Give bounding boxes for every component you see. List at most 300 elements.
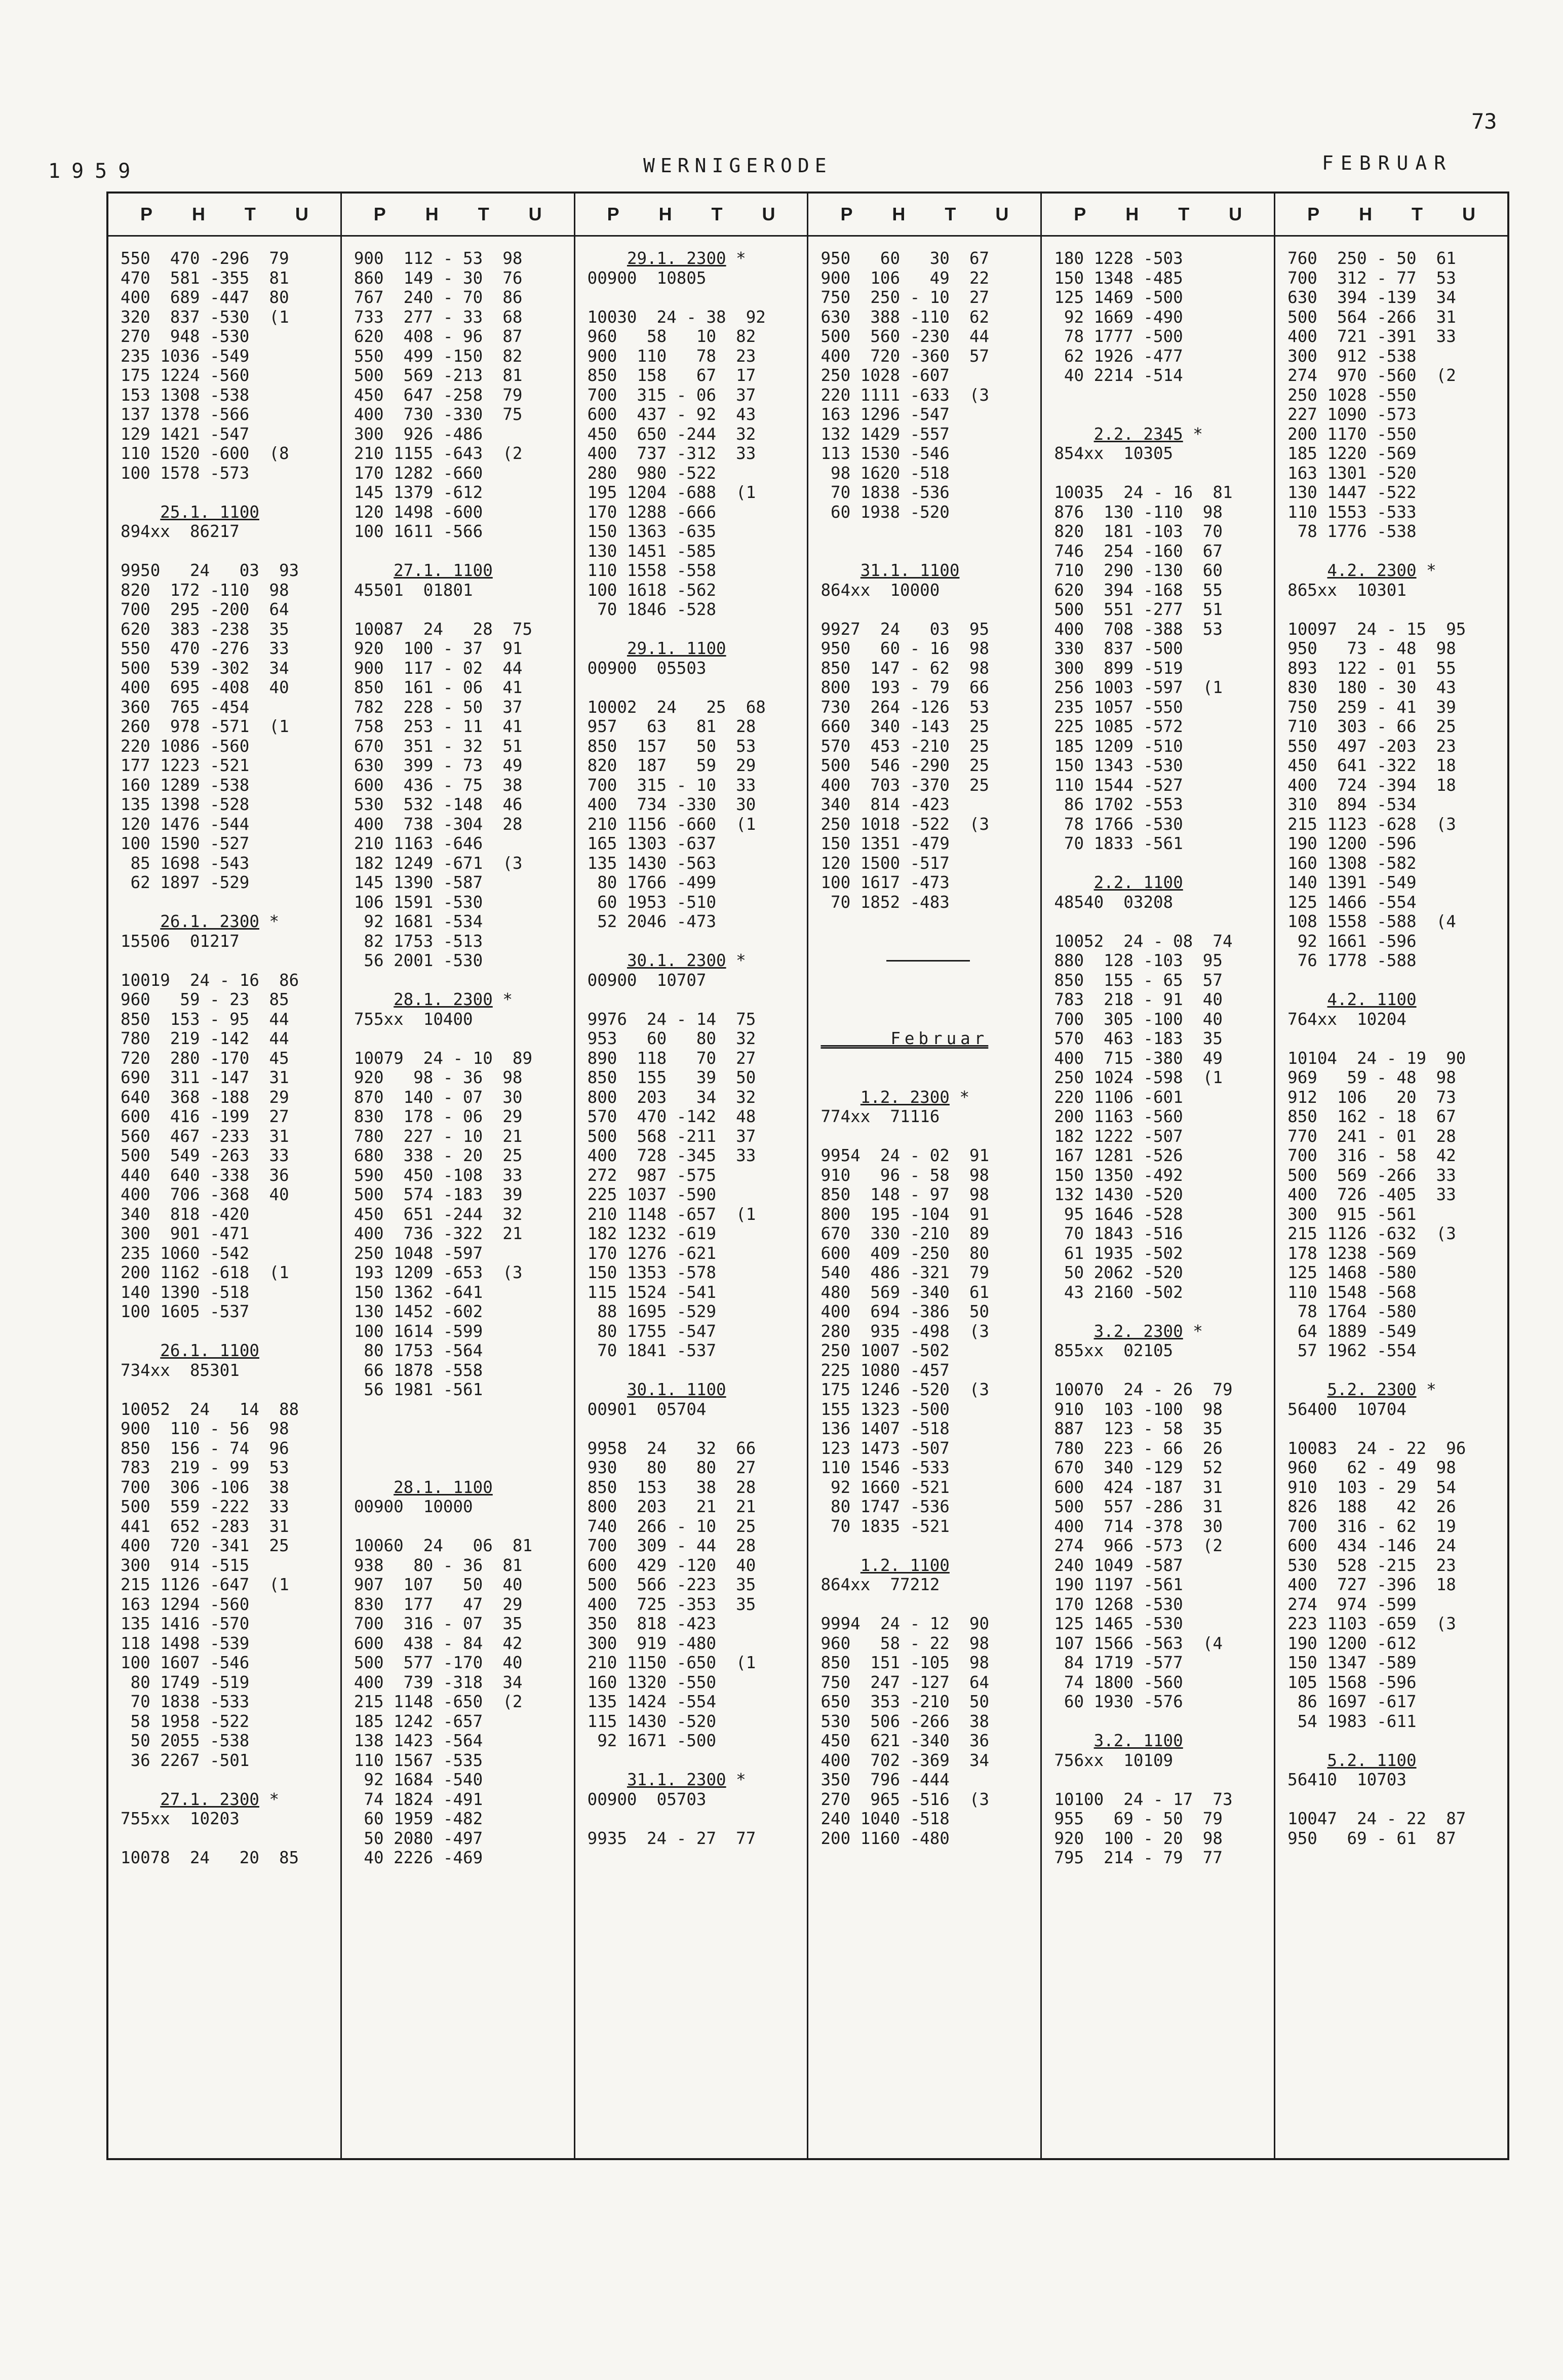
table-row: 160 1308 -582 — [1287, 853, 1417, 873]
blank-line — [121, 1770, 330, 1790]
table-row: 274 966 -573 (2 — [1054, 1536, 1223, 1555]
blank-line — [121, 1829, 330, 1849]
table-row: 70 1833 -561 — [1054, 834, 1183, 853]
page-number: 73 — [1471, 109, 1497, 134]
sounding-heading — [588, 639, 797, 659]
table-row: 960 58 - 22 98 — [820, 1633, 990, 1653]
blank-line — [820, 912, 1030, 932]
table-row: 80 1753 -564 — [354, 1341, 483, 1360]
table-row: 140 1391 -549 — [1287, 873, 1417, 892]
header-h: H — [1125, 204, 1139, 224]
table-row: 272 987 -575 — [587, 1165, 717, 1185]
table-row: 400 694 -386 50 — [820, 1302, 990, 1321]
table-row: 734xx 85301 — [121, 1360, 240, 1380]
table-row: 10104 24 - 19 90 — [1287, 1048, 1466, 1068]
table-row: 860 149 - 30 76 — [354, 268, 523, 288]
table-row: 150 1347 -589 — [1287, 1653, 1417, 1672]
table-row: 100 1617 -473 — [820, 873, 950, 892]
table-row: 110 1548 -568 — [1287, 1282, 1417, 1302]
header-p: P — [1074, 204, 1086, 224]
table-row: 300 926 -486 — [354, 424, 483, 444]
sounding-heading: 29.1. 2300 * — [627, 249, 746, 268]
table-row: 62 1926 -477 — [1054, 346, 1183, 366]
blank-line — [354, 1517, 564, 1537]
table-row: 450 647 -258 79 — [354, 385, 523, 405]
table-row: 500 539 -302 34 — [121, 658, 289, 678]
table-row: 560 467 -233 31 — [121, 1126, 289, 1146]
table-row: 274 970 -560 (2 — [1287, 366, 1456, 385]
blank-line — [354, 1419, 564, 1439]
table-row: 500 546 -290 25 — [820, 756, 990, 775]
table-row: 550 470 -296 79 — [121, 249, 289, 268]
table-row: 76 1778 -588 — [1287, 951, 1417, 970]
table-row: 700 312 - 77 53 — [1287, 268, 1456, 288]
table-row: 10035 24 - 16 81 — [1054, 483, 1233, 502]
table-row: 700 316 - 62 19 — [1287, 1516, 1456, 1536]
table-row: 250 1024 -598 (1 — [1054, 1068, 1223, 1087]
sounding-heading — [1287, 990, 1497, 1010]
table-row: 700 309 - 44 28 — [587, 1536, 756, 1555]
table-row: 145 1390 -587 — [354, 873, 483, 892]
header-p: P — [607, 204, 619, 224]
table-row: 800 193 - 79 66 — [820, 678, 990, 697]
sounding-heading: 27.1. 2300 * — [160, 1789, 280, 1809]
table-row: 210 1156 -660 (1 — [587, 814, 756, 834]
table-row: 950 69 - 61 87 — [1287, 1828, 1456, 1848]
sounding-date-time: 30.1. 2300 — [627, 951, 726, 970]
table-row: 400 689 -447 80 — [121, 288, 289, 307]
blank-line — [354, 600, 564, 620]
table-row: 195 1204 -688 (1 — [587, 483, 756, 502]
blank-line — [588, 1751, 797, 1771]
table-row: 70 1852 -483 — [820, 892, 950, 912]
table-row: 60 1953 -510 — [587, 892, 717, 912]
table-row: 969 59 - 48 98 — [1287, 1068, 1456, 1087]
sounding-heading: 31.1. 2300 * — [627, 1770, 746, 1789]
sounding-date-time: 26.1. 2300 — [160, 912, 259, 931]
blank-line — [1287, 1419, 1497, 1439]
table-row: 182 1232 -619 — [587, 1224, 717, 1243]
table-row: 235 1036 -549 — [121, 346, 250, 366]
table-row: 850 162 - 18 67 — [1287, 1107, 1456, 1126]
table-row: 500 549 -263 33 — [121, 1146, 289, 1165]
table-row: 830 177 47 29 — [354, 1594, 523, 1614]
table-row: 600 436 - 75 38 — [354, 775, 523, 795]
table-row: 130 1451 -585 — [587, 541, 717, 561]
table-row: 774xx 71116 — [820, 1107, 940, 1126]
table-row: 570 470 -142 48 — [587, 1107, 756, 1126]
header-p: P — [840, 204, 853, 224]
table-row: 826 188 42 26 — [1287, 1497, 1456, 1516]
table-row: 770 241 - 01 28 — [1287, 1126, 1456, 1146]
table-row: 00901 05704 — [587, 1399, 707, 1419]
table-row: 500 551 -277 51 — [1054, 600, 1223, 619]
sounding-date-time: 5.2. 2300 — [1327, 1380, 1417, 1399]
table-row: 500 557 -286 31 — [1054, 1497, 1223, 1516]
table-row: 100 1614 -599 — [354, 1321, 483, 1341]
table-row: 500 566 -223 35 — [587, 1575, 756, 1594]
table-row: 175 1246 -520 (3 — [820, 1380, 990, 1399]
table-row: 10070 24 - 26 79 — [1054, 1380, 1233, 1399]
table-row: 870 140 - 07 30 — [354, 1087, 523, 1107]
header-p: P — [373, 204, 386, 224]
table-row: 193 1209 -653 (3 — [354, 1263, 523, 1282]
table-row: 750 259 - 41 39 — [1287, 697, 1456, 717]
table-row: 912 106 20 73 — [1287, 1087, 1456, 1107]
header-u: U — [1229, 204, 1242, 224]
table-row: 890 118 70 27 — [587, 1048, 756, 1068]
table-row: 175 1224 -560 — [121, 366, 250, 385]
table-row: 670 330 -210 89 — [820, 1224, 990, 1243]
sounding-date-time: 4.2. 1100 — [1327, 990, 1417, 1009]
table-row: 45501 01801 — [354, 580, 473, 600]
table-row: 235 1060 -542 — [121, 1243, 250, 1263]
table-row: 10047 24 - 22 87 — [1287, 1809, 1466, 1828]
blank-line — [1054, 1770, 1264, 1790]
table-row: 129 1421 -547 — [121, 424, 250, 444]
table-row: 190 1200 -596 — [1287, 834, 1417, 853]
table-row: 10079 24 - 10 89 — [354, 1048, 533, 1068]
table-row: 850 158 67 17 — [587, 366, 756, 385]
table-row: 57 1962 -554 — [1287, 1341, 1417, 1360]
blank-line — [588, 932, 797, 951]
blank-line — [820, 542, 1030, 561]
table-row: 760 250 - 50 61 — [1287, 249, 1456, 268]
table-row: 58 1958 -522 — [121, 1711, 250, 1731]
table-row: 780 227 - 10 21 — [354, 1126, 523, 1146]
table-row: 100 1618 -562 — [587, 580, 717, 600]
table-row: 400 726 -405 33 — [1287, 1185, 1456, 1204]
table-row: 630 399 - 73 49 — [354, 756, 523, 775]
table-row: 850 153 38 28 — [587, 1477, 756, 1497]
table-row: 500 568 -211 37 — [587, 1126, 756, 1146]
table-row: 250 1028 -550 — [1287, 385, 1417, 405]
column-header — [1275, 194, 1507, 237]
column-body — [108, 237, 340, 1868]
header-h: H — [191, 204, 205, 224]
blank-line — [1287, 600, 1497, 620]
column-header — [808, 194, 1040, 237]
table-row: 132 1430 -520 — [1054, 1185, 1183, 1204]
blank-line — [820, 1049, 1030, 1068]
table-row: 300 912 -538 — [1287, 346, 1417, 366]
table-row: 855xx 02105 — [1054, 1341, 1174, 1360]
table-row: 167 1281 -526 — [1054, 1146, 1183, 1165]
table-row: 220 1086 -560 — [121, 736, 250, 756]
table-row: 764xx 10204 — [1287, 1009, 1406, 1029]
blank-line — [121, 1380, 330, 1400]
blank-line — [820, 990, 1030, 1010]
header-u: U — [762, 204, 775, 224]
table-row: 400 715 -380 49 — [1054, 1048, 1223, 1068]
sounding-heading: 30.1. 2300 * — [627, 951, 746, 970]
table-row: 930 80 80 27 — [587, 1458, 756, 1477]
table-row: 78 1776 -538 — [1287, 522, 1417, 541]
table-row: 165 1303 -637 — [587, 834, 717, 853]
table-row: 92 1669 -490 — [1054, 307, 1183, 327]
table-row: 113 1530 -546 — [820, 444, 950, 463]
table-row: 440 640 -338 36 — [121, 1165, 289, 1185]
blank-line — [820, 522, 1030, 542]
blank-line — [588, 288, 797, 308]
table-row: 00900 05503 — [587, 658, 707, 678]
blank-line — [354, 971, 564, 990]
table-row: 74 1800 -560 — [1054, 1672, 1183, 1692]
header-t: T — [945, 204, 956, 224]
table-row: 755xx 10400 — [354, 1009, 473, 1029]
table-row: 530 528 -215 23 — [1287, 1555, 1456, 1575]
table-row: 864xx 10000 — [820, 580, 940, 600]
table-row: 170 1276 -621 — [587, 1243, 717, 1263]
table-row: 86 1697 -617 — [1287, 1692, 1417, 1711]
table-row: 887 123 - 58 35 — [1054, 1419, 1223, 1438]
sounding-date-time: 25.1. 1100 — [160, 502, 259, 522]
table-row: 300 915 -561 — [1287, 1204, 1417, 1224]
table-row: 92 1661 -596 — [1287, 931, 1417, 951]
table-row: 893 122 - 01 55 — [1287, 658, 1456, 678]
table-row: 150 1362 -641 — [354, 1282, 483, 1302]
table-row: 920 100 - 37 91 — [354, 639, 523, 658]
table-row: 235 1057 -550 — [1054, 697, 1183, 717]
table-row: 80 1747 -536 — [820, 1497, 950, 1516]
table-row: 48540 03208 — [1054, 892, 1174, 912]
table-row: 180 1228 -503 — [1054, 249, 1183, 268]
table-row: 170 1282 -660 — [354, 463, 483, 483]
sounding-heading — [1287, 1751, 1497, 1771]
sounding-date-time: 27.1. 2300 — [160, 1789, 259, 1809]
table-row: 138 1423 -564 — [354, 1731, 483, 1750]
sounding-date-time: 30.1. 1100 — [627, 1380, 726, 1399]
table-row: 550 470 -276 33 — [121, 639, 289, 658]
table-row: 894xx 86217 — [121, 522, 240, 541]
table-row: 177 1223 -521 — [121, 756, 250, 775]
table-row: 500 569 -266 33 — [1287, 1165, 1456, 1185]
table-row: 733 277 - 33 68 — [354, 307, 523, 327]
table-row: 650 353 -210 50 — [820, 1692, 990, 1711]
table-row: 64 1889 -549 — [1287, 1321, 1417, 1341]
table-row: 450 651 -244 32 — [354, 1204, 523, 1224]
table-row: 900 110 - 56 98 — [121, 1419, 289, 1438]
table-row: 400 734 -330 30 — [587, 795, 756, 814]
table-row: 830 180 - 30 43 — [1287, 678, 1456, 697]
table-row: 66 1878 -558 — [354, 1360, 483, 1380]
table-row: 70 1843 -516 — [1054, 1224, 1183, 1243]
table-row: 190 1197 -561 — [1054, 1575, 1183, 1594]
blank-line — [588, 1419, 797, 1439]
table-row: 250 1018 -522 (3 — [820, 814, 990, 834]
separator-rule — [820, 951, 1030, 971]
table-row: 100 1607 -546 — [121, 1653, 250, 1672]
table-row: 92 1660 -521 — [820, 1477, 950, 1497]
table-row: 400 720 -341 25 — [121, 1536, 289, 1555]
table-row: 950 60 - 16 98 — [820, 639, 990, 658]
table-row: 240 1049 -587 — [1054, 1555, 1183, 1575]
table-row: 300 919 -480 — [587, 1633, 717, 1653]
table-row: 600 434 -146 24 — [1287, 1536, 1456, 1555]
column-body — [1042, 237, 1274, 1868]
sounding-heading — [820, 561, 1030, 581]
table-column-6 — [1275, 194, 1507, 2158]
table-row: 470 581 -355 81 — [121, 268, 289, 288]
table-row: 400 702 -369 34 — [820, 1750, 990, 1770]
table-row: 60 1959 -482 — [354, 1809, 483, 1828]
table-row: 767 240 - 70 86 — [354, 288, 523, 307]
table-row: 620 383 -238 35 — [121, 619, 289, 639]
table-row: 225 1037 -590 — [587, 1185, 717, 1204]
table-row: 78 1764 -580 — [1287, 1302, 1417, 1321]
table-row: 907 107 50 40 — [354, 1575, 523, 1594]
table-row: 10100 24 - 17 73 — [1054, 1789, 1233, 1809]
table-row: 590 450 -108 33 — [354, 1165, 523, 1185]
table-row: 300 899 -519 — [1054, 658, 1183, 678]
table-row: 340 814 -423 — [820, 795, 950, 814]
table-row: 225 1085 -572 — [1054, 717, 1183, 736]
table-row: 400 708 -388 53 — [1054, 619, 1223, 639]
table-row: 600 438 - 84 42 — [354, 1633, 523, 1653]
sounding-heading — [354, 561, 564, 581]
table-row: 310 894 -534 — [1287, 795, 1417, 814]
table-row: 10078 24 20 85 — [121, 1848, 299, 1867]
table-row: 56 1981 -561 — [354, 1380, 483, 1399]
sounding-heading — [121, 503, 330, 522]
sounding-heading: 26.1. 2300 * — [160, 912, 280, 931]
table-row: 820 187 59 29 — [587, 756, 756, 775]
table-row: 500 560 -230 44 — [820, 327, 990, 346]
blank-line — [121, 483, 330, 503]
table-row: 783 219 - 99 53 — [121, 1458, 289, 1477]
table-row: 920 98 - 36 98 — [354, 1068, 523, 1087]
table-row: 92 1681 -534 — [354, 912, 483, 931]
header-t: T — [244, 204, 256, 224]
table-row: 630 388 -110 62 — [820, 307, 990, 327]
blank-line — [1287, 1029, 1497, 1049]
table-row: 210 1155 -643 (2 — [354, 444, 523, 463]
table-row: 280 935 -498 (3 — [820, 1321, 990, 1341]
table-row: 86 1702 -553 — [1054, 795, 1183, 814]
table-row: 62 1897 -529 — [121, 873, 250, 892]
table-row: 730 264 -126 53 — [820, 697, 990, 717]
table-row: 950 60 30 67 — [820, 249, 990, 268]
table-row: 340 818 -420 — [121, 1204, 250, 1224]
table-row: 110 1553 -533 — [1287, 502, 1417, 522]
table-row: 400 730 -330 75 — [354, 405, 523, 424]
table-row: 185 1242 -657 — [354, 1711, 483, 1731]
table-row: 210 1163 -646 — [354, 834, 483, 853]
header-t: T — [711, 204, 723, 224]
table-row: 00900 10805 — [587, 268, 707, 288]
sounding-date-time: 31.1. 1100 — [860, 561, 960, 580]
table-row: 56400 10704 — [1287, 1399, 1406, 1419]
table-row: 60 1938 -520 — [820, 502, 950, 522]
blank-line — [1054, 464, 1264, 483]
table-row: 700 305 -100 40 — [1054, 1009, 1223, 1029]
table-row: 135 1416 -570 — [121, 1614, 250, 1633]
table-row: 783 218 - 91 40 — [1054, 990, 1223, 1009]
table-column-5 — [1042, 194, 1275, 2158]
table-row: 640 368 -188 29 — [121, 1087, 289, 1107]
table-row: 210 1150 -650 (1 — [587, 1653, 756, 1672]
sounding-date-time: 1.2. 2300 — [860, 1087, 950, 1107]
table-row: 110 1544 -527 — [1054, 775, 1183, 795]
table-row: 700 315 - 06 37 — [587, 385, 756, 405]
table-row: 132 1429 -557 — [820, 424, 950, 444]
table-row: 880 128 -103 95 — [1054, 951, 1223, 970]
sounding-heading: 5.2. 2300 * — [1327, 1380, 1436, 1399]
table-row: 225 1080 -457 — [820, 1360, 950, 1380]
table-row: 92 1671 -500 — [587, 1731, 717, 1750]
table-row: 400 727 -396 18 — [1287, 1575, 1456, 1594]
table-row: 88 1695 -529 — [587, 1302, 717, 1321]
table-row: 70 1835 -521 — [820, 1516, 950, 1536]
table-row: 150 1353 -578 — [587, 1263, 717, 1282]
header-p: P — [140, 204, 152, 224]
table-row: 800 203 34 32 — [587, 1087, 756, 1107]
table-row: 115 1430 -520 — [587, 1711, 717, 1731]
table-row: 900 117 - 02 44 — [354, 658, 523, 678]
header-t: T — [1412, 204, 1423, 224]
table-row: 500 577 -170 40 — [354, 1653, 523, 1672]
table-row: 80 1749 -519 — [121, 1672, 250, 1692]
sounding-heading — [1054, 1731, 1264, 1751]
blank-line — [1054, 1712, 1264, 1732]
table-row: 530 506 -266 38 — [820, 1711, 990, 1731]
blank-line — [1054, 912, 1264, 932]
column-header — [1042, 194, 1274, 237]
column-body — [575, 237, 807, 1848]
table-row: 100 1605 -537 — [121, 1302, 250, 1321]
table-row: 163 1296 -547 — [820, 405, 950, 424]
table-row: 125 1468 -580 — [1287, 1263, 1417, 1282]
table-row: 100 1590 -527 — [121, 834, 250, 853]
table-row: 250 1048 -597 — [354, 1243, 483, 1263]
table-row: 865xx 10301 — [1287, 580, 1406, 600]
table-row: 10030 24 - 38 92 — [587, 307, 766, 327]
table-row: 40 2214 -514 — [1054, 366, 1183, 385]
sounding-table — [106, 191, 1509, 2160]
header-u: U — [1462, 204, 1475, 224]
header-h: H — [1359, 204, 1373, 224]
table-row: 570 463 -183 35 — [1054, 1029, 1223, 1048]
sounding-heading — [588, 1380, 797, 1400]
blank-line — [1054, 405, 1264, 425]
header-t: T — [478, 204, 489, 224]
table-row: 110 1558 -558 — [587, 561, 717, 580]
blank-line — [588, 990, 797, 1010]
table-row: 540 486 -321 79 — [820, 1263, 990, 1282]
table-row: 700 316 - 07 35 — [354, 1614, 523, 1633]
header-t: T — [1178, 204, 1190, 224]
table-row: 145 1379 -612 — [354, 483, 483, 502]
table-row: 61 1935 -502 — [1054, 1243, 1183, 1263]
blank-line — [1287, 971, 1497, 990]
sounding-date-time: 1.2. 1100 — [860, 1555, 950, 1575]
table-row: 137 1378 -566 — [121, 405, 250, 424]
blank-line — [1287, 1790, 1497, 1810]
table-row: 10097 24 - 15 95 — [1287, 619, 1466, 639]
table-row: 850 156 - 74 96 — [121, 1438, 289, 1458]
table-row: 850 153 - 95 44 — [121, 1009, 289, 1029]
table-row: 755xx 10203 — [121, 1809, 240, 1828]
table-row: 200 1162 -618 (1 — [121, 1263, 289, 1282]
blank-line — [121, 893, 330, 912]
blank-line — [121, 542, 330, 561]
table-row: 10052 24 - 08 74 — [1054, 931, 1233, 951]
table-row: 52 2046 -473 — [587, 912, 717, 931]
table-row: 710 290 -130 60 — [1054, 561, 1223, 580]
table-row: 50 2080 -497 — [354, 1828, 483, 1848]
table-row: 550 499 -150 82 — [354, 346, 523, 366]
table-row: 830 178 - 06 29 — [354, 1107, 523, 1126]
